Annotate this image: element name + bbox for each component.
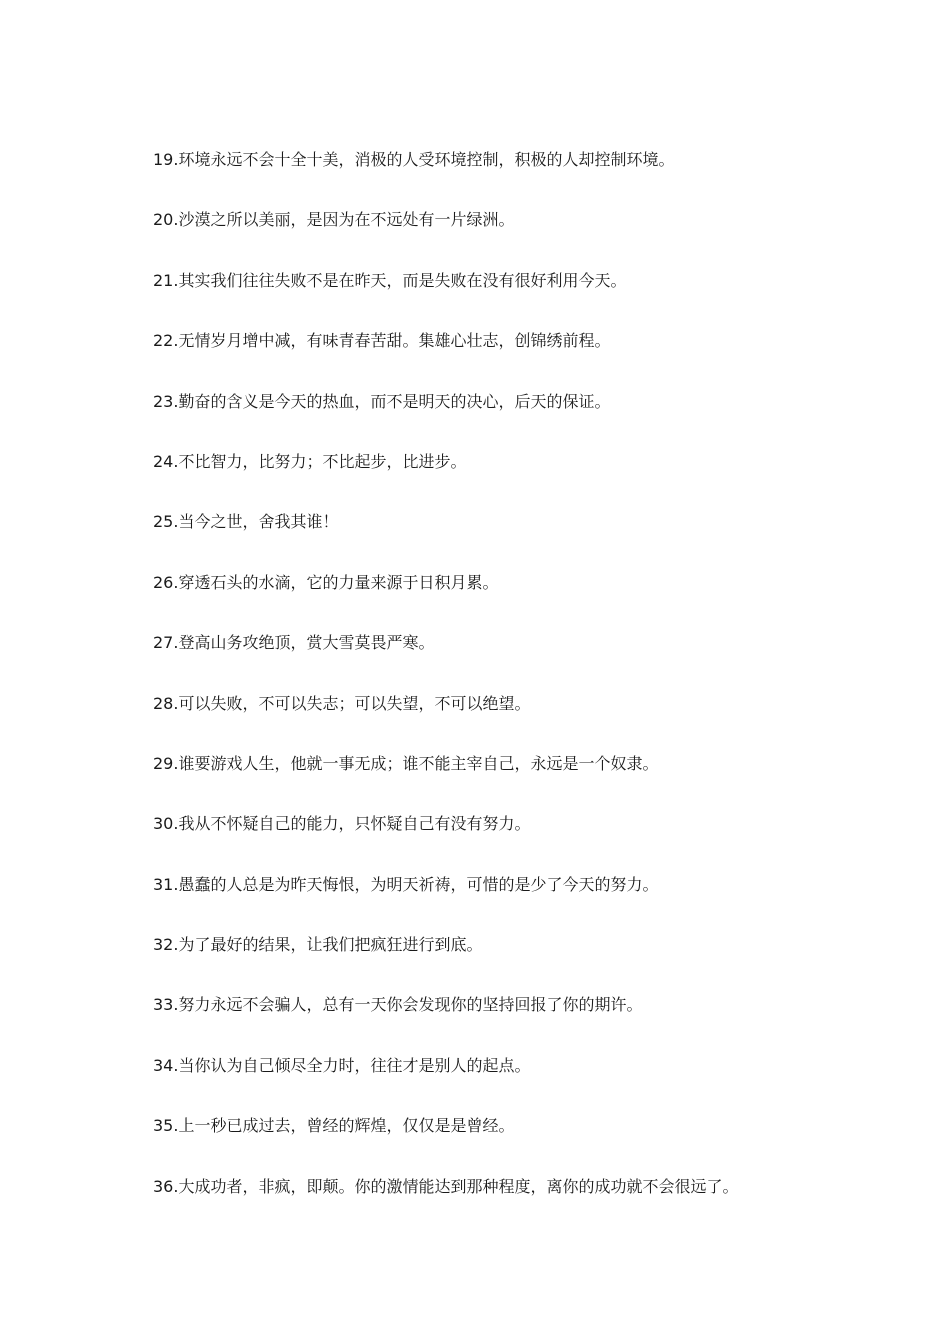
quote-item-29: 29.谁要游戏人生，他就一事无成；谁不能主宰自己，永远是一个奴隶。 bbox=[153, 753, 659, 773]
quote-item-33: 33.努力永远不会骗人，总有一天你会发现你的坚持回报了你的期许。 bbox=[153, 995, 643, 1015]
quote-item-20: 20.沙漠之所以美丽，是因为在不远处有一片绿洲。 bbox=[153, 210, 515, 230]
quote-item-23: 23.勤奋的含义是今天的热血，而不是明天的决心，后天的保证。 bbox=[153, 391, 611, 411]
quote-item-27: 27.登高山务攻绝顶，赏大雪莫畏严寒。 bbox=[153, 633, 435, 653]
quote-item-26: 26.穿透石头的水滴，它的力量来源于日积月累。 bbox=[153, 572, 499, 592]
quote-item-28: 28.可以失败，不可以失志；可以失望，不可以绝望。 bbox=[153, 693, 531, 713]
quote-item-35: 35.上一秒已成过去，曾经的辉煌，仅仅是是曾经。 bbox=[153, 1116, 515, 1136]
quote-item-36: 36.大成功者，非疯，即颠。你的激情能达到那种程度，离你的成功就不会很远了。 bbox=[153, 1176, 739, 1196]
quote-item-19: 19.环境永远不会十全十美，消极的人受环境控制，积极的人却控制环境。 bbox=[153, 150, 675, 169]
quote-item-21: 21.其实我们往往失败不是在昨天，而是失败在没有很好利用今天。 bbox=[153, 270, 627, 290]
quote-item-30: 30.我从不怀疑自己的能力，只怀疑自己有没有努力。 bbox=[153, 814, 531, 834]
quote-list bbox=[153, 146, 933, 1233]
quote-item-32: 32.为了最好的结果，让我们把疯狂进行到底。 bbox=[153, 935, 483, 955]
quote-item-22: 22.无情岁月增中减，有味青春苦甜。集雄心壮志，创锦绣前程。 bbox=[153, 331, 611, 351]
quote-item-24: 24.不比智力，比努力；不比起步，比进步。 bbox=[153, 451, 467, 471]
quote-item-25: 25.当今之世，舍我其谁！ bbox=[153, 512, 339, 532]
quote-item-31: 31.愚蠢的人总是为昨天悔恨，为明天祈祷，可惜的是少了今天的努力。 bbox=[153, 874, 659, 894]
quote-item-34: 34.当你认为自己倾尽全力时，往往才是别人的起点。 bbox=[153, 1055, 531, 1075]
